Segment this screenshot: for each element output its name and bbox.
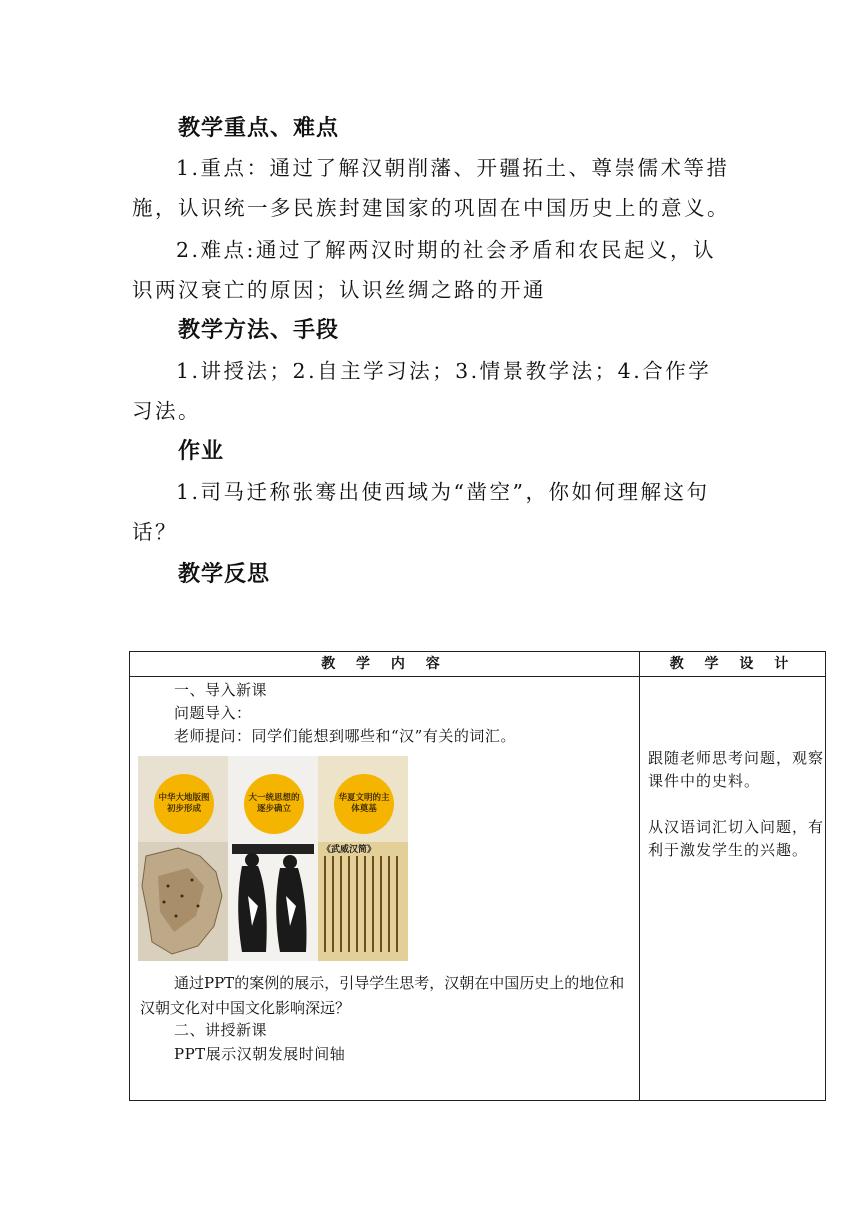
teacher-question: 老师提问：同学们能想到哪些和“汉”有关的词汇。 bbox=[174, 727, 516, 745]
table-header-row bbox=[130, 652, 825, 677]
methods-heading: 教学方法、手段 bbox=[178, 318, 340, 343]
lesson-table bbox=[129, 651, 826, 1101]
bamboo-slips-caption: 《武威汉简》 bbox=[322, 845, 377, 855]
map-panel bbox=[138, 756, 228, 961]
circle-label-territory: 中华大地版图初步形成 bbox=[154, 774, 214, 834]
methods-paragraph bbox=[132, 351, 732, 431]
circle-label-civilization: 华夏文明的主体奠基 bbox=[334, 774, 394, 834]
lesson-image-collage bbox=[138, 756, 408, 961]
design-note-observe: 跟随老师思考问题，观察课件中的史料。 bbox=[648, 749, 825, 790]
difficulty-paragraph bbox=[132, 230, 732, 310]
ppt-case-paragraph bbox=[140, 971, 636, 1021]
design-note-interest: 从汉语词汇切入问题，有利于激发学生的兴趣。 bbox=[648, 818, 825, 859]
key-points-heading: 教学重点、难点 bbox=[178, 116, 340, 141]
column-divider bbox=[639, 652, 640, 1100]
figures-panel bbox=[228, 756, 318, 961]
reflection-heading: 教学反思 bbox=[178, 562, 271, 587]
homework-paragraph bbox=[132, 472, 732, 552]
new-lesson-heading: 二、讲授新课 bbox=[174, 1021, 268, 1039]
methods-text: 1.讲授法；2.自主学习法；3.情景教学法；4.合作学习法。 bbox=[132, 359, 712, 423]
intro-heading: 一、导入新课 bbox=[174, 681, 268, 699]
homework-heading: 作业 bbox=[178, 439, 225, 464]
header-teaching-design: 教 学 设 计 bbox=[669, 656, 797, 672]
bamboo-slips-panel bbox=[318, 756, 408, 961]
header-teaching-content: 教 学 内 容 bbox=[321, 656, 448, 672]
circle-label-unity: 大一统思想的逐步确立 bbox=[244, 774, 304, 834]
key-point-paragraph bbox=[132, 148, 732, 228]
question-intro: 问题导入： bbox=[174, 704, 252, 722]
ppt-case-text: 通过PPT的案例的展示，引导学生思考，汉朝在中国历史上的地位和汉朝文化对中国文化影响深远？ bbox=[140, 974, 625, 1017]
homework-text: 1.司马迁称张骞出使西域为“凿空”，你如何理解这句话？ bbox=[132, 480, 710, 544]
difficulty-text: 2.难点:通过了解两汉时期的社会矛盾和农民起义，认识两汉衰亡的原因；认识丝绸之路的开通 bbox=[132, 238, 716, 302]
key-point-text: 1.重点：通过了解汉朝削藩、开疆拓土、尊崇儒术等措施，认识统一多民族封建国家的巩固在中国历史上的意义。 bbox=[132, 156, 730, 220]
timeline-line: PPT展示汉朝发展时间轴 bbox=[174, 1045, 346, 1063]
